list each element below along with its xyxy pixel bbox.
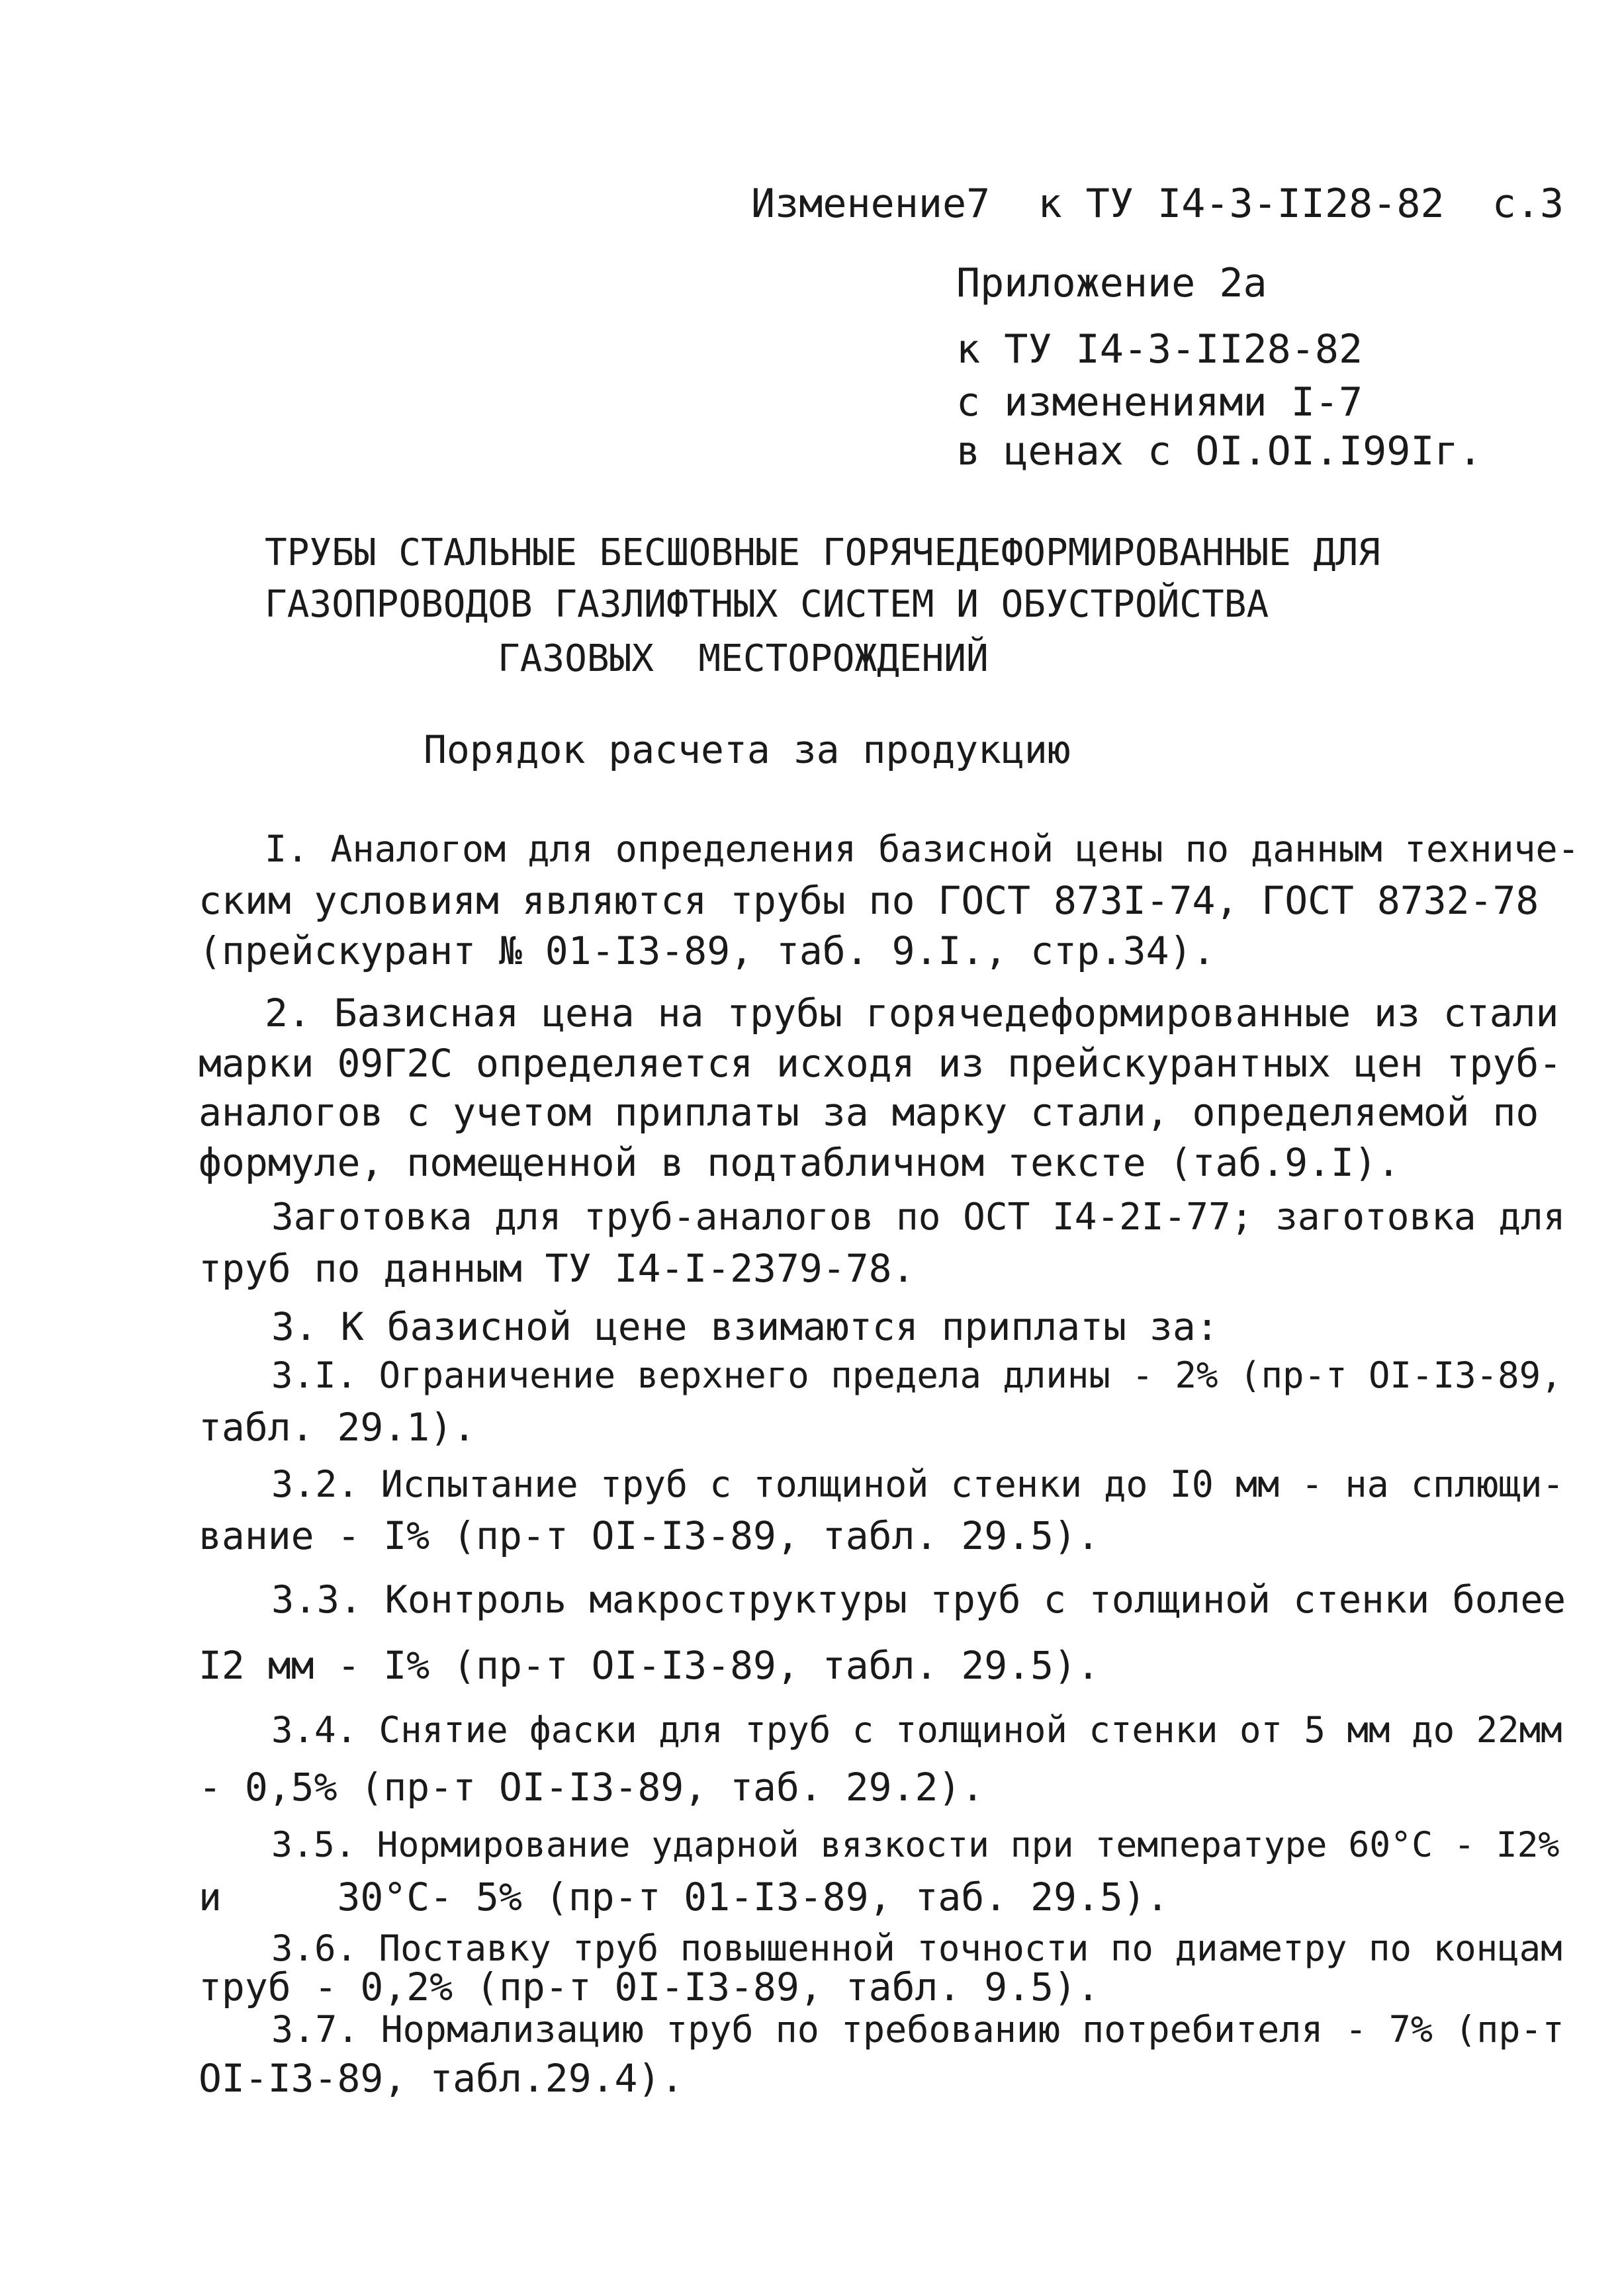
body-line: труб - 0,2% (пр-т 0I-I3-89, табл. 9.5). [199,1965,1100,2009]
body-line: 3.I. Ограничение верхнего предела длины - 2% (пр-т OI-I3-89, [271,1354,1562,1396]
body-line: OI-I3-89, табл.29.4). [199,2056,684,2101]
body-line: I. Аналогом для определения базисной цены по данным техниче- [265,828,1580,870]
body-line: вание - I% (пр-т OI-I3-89, табл. 29.5). [199,1513,1100,1558]
body-line: и 30°С- 5% (пр-т 01-I3-89, таб. 29.5). [199,1875,1169,1920]
body-line: 2. Базисная цена на трубы горячедеформированные из стали [265,991,1559,1036]
body-line: I2 мм - I% (пр-т OI-I3-89, табл. 29.5). [199,1643,1100,1688]
subtitle: Порядок расчета за продукцию [424,727,1071,772]
body-line: 3.4. Снятие фаски для труб с толщиной стенки от 5 мм до 22мм [271,1709,1562,1751]
title-line-1: ТРУБЫ СТАЛЬНЫЕ БЕСШОВНЫЕ ГОРЯЧЕДЕФОРМИРОВАННЫЕ ДЛЯ [265,531,1380,574]
body-line: аналогов с учетом приплаты за марку стали, определяемой по [199,1090,1539,1135]
appendix-line-2: к ТУ I4-3-II28-82 [956,326,1363,373]
body-line: (прейскурант № 01-I3-89, таб. 9.I., стр.34). [199,928,1216,973]
title-line-3: ГАЗОВЫХ МЕСТОРОЖДЕНИЙ [498,637,989,680]
body-line: 3.2. Испытание труб с толщиной стенки до I0 мм - на сплющи- [271,1463,1564,1505]
body-line: 3. К базисной цене взимаются приплаты за: [271,1304,1219,1349]
body-line: труб по данным ТУ I4-I-2379-78. [199,1246,915,1291]
body-line: табл. 29.1). [199,1405,476,1450]
appendix-line-4: в ценах с OI.OI.I99Iг. [956,428,1482,474]
title-line-2: ГАЗОПРОВОДОВ ГАЗЛИФТНЫХ СИСТЕМ И ОБУСТРОЙСТВА [265,583,1269,626]
body-line: 3.5. Нормирование ударной вязкости при температуре 60°С - I2% [271,1825,1560,1865]
body-line: формуле, помещенной в подтабличном тексте (таб.9.I). [199,1140,1400,1185]
body-line: 3.3. Контроль макроструктуры труб с толщиной стенки более [271,1578,1566,1622]
appendix-line-3: с изменениями I-7 [956,379,1363,425]
body-line: 3.6. Поставку труб повышенной точности по диаметру по концам [271,1927,1562,1969]
body-line: - 0,5% (пр-т OI-I3-89, таб. 29.2). [199,1765,985,1810]
appendix-line-1: Приложение 2а [956,260,1267,306]
body-line: 3.7. Нормализацию труб по требованию потребителя - 7% (пр-т [271,2008,1564,2051]
body-line: марки 09Г2С определяется исходя из прейскурантных цен труб- [199,1041,1562,1086]
change-reference: Изменение7 к ТУ I4-3-II28-82 с.3 [751,181,1564,227]
body-line: Заготовка для труб-аналогов по ОСТ I4-2I-77; заготовка для [271,1196,1566,1239]
body-line: ским условиям являются трубы по ГОСТ 873I-74, ГОСТ 8732-78 [199,878,1539,923]
